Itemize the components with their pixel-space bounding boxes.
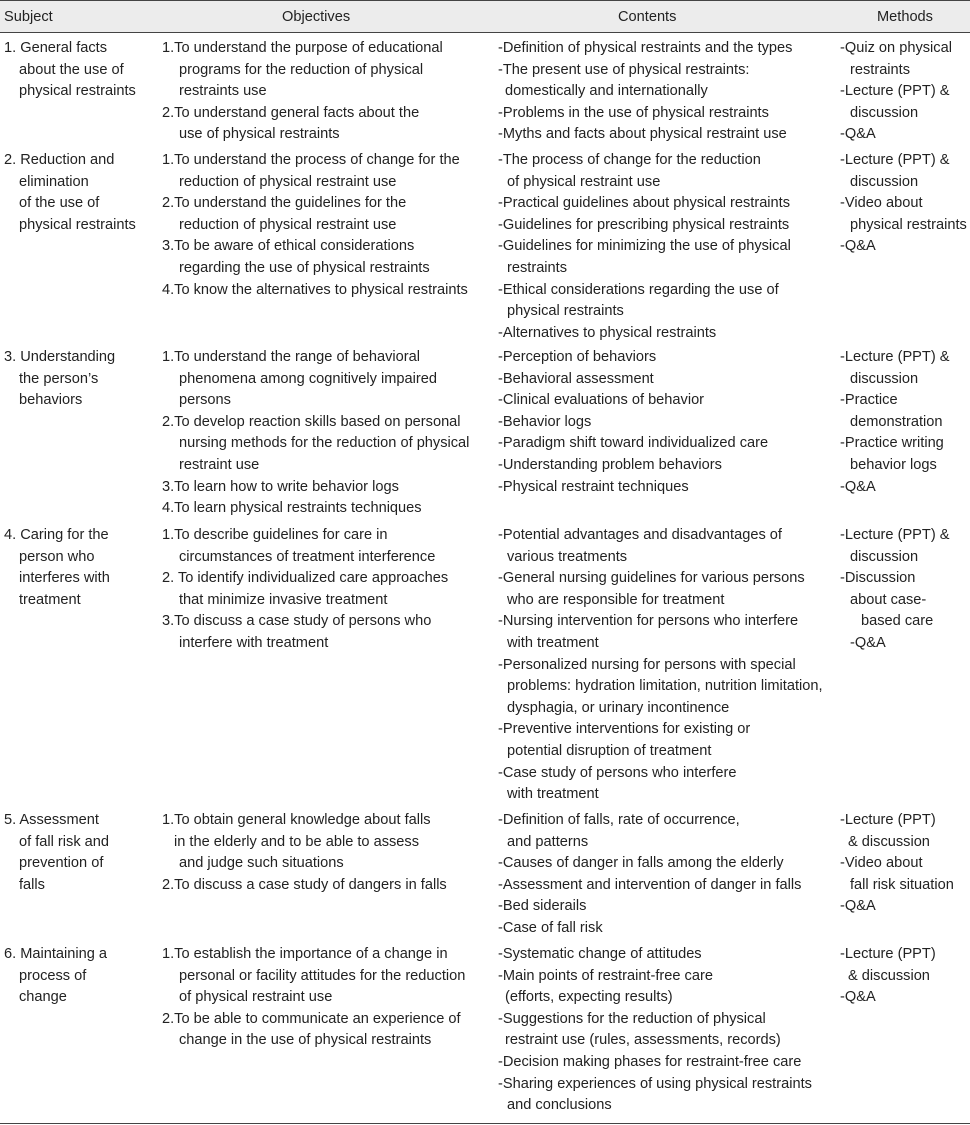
objectives-line: 3.To learn how to write behavior logs [162,478,399,495]
contents-line: -Nursing intervention for persons who interfere [498,613,799,630]
objectives-line: 2.To be able to communicate an experience of [162,1010,461,1027]
subject-cell [4,347,154,412]
subject-line: the person’s [19,370,99,387]
subject-line: 1. General facts [4,40,108,56]
contents-line: -Definition of falls, rate of occurrence, [498,812,740,828]
contents-cell [498,38,836,146]
objectives-cell [162,525,492,655]
contents-line: -Myths and facts about physical restraint use [498,126,787,143]
methods-line: -Lecture (PPT) & [840,527,950,543]
objectives-line: personal or facility attitudes for the reduction [179,967,466,984]
methods-line: -Practice [840,392,898,409]
methods-line: discussion [850,173,919,190]
contents-line: -Perception of behaviors [498,349,657,365]
objectives-line: use of physical restraints [179,126,340,143]
header-contents: Contents [618,9,677,25]
contents-line: -Guidelines for prescribing physical restraints [498,216,790,233]
contents-line: and patterns [507,833,589,850]
objectives-line: reduction of physical restraint use [179,216,397,233]
contents-line: -Assessment and intervention of danger in falls [498,876,802,893]
objectives-line: and judge such situations [179,855,344,872]
objectives-line: that minimize invasive treatment [179,591,388,608]
subject-line: process of [19,967,87,984]
objectives-line: 1.To understand the process of change for the [162,152,460,168]
methods-line: discussion [850,104,919,121]
objectives-cell [162,347,492,520]
subject-line: prevention of [19,855,104,872]
methods-line: -Q&A [840,989,876,1006]
contents-line: -Decision making phases for restraint-free care [498,1053,802,1070]
methods-cell [840,944,970,1009]
subject-line: 3. Understanding [4,349,116,365]
methods-line: behavior logs [850,456,937,473]
contents-line: -Causes of danger in falls among the elderly [498,855,784,872]
methods-line: -Q&A [850,634,886,651]
subject-line: of fall risk and [19,833,110,850]
subject-line: about the use of [19,61,124,78]
contents-line: -Practical guidelines about physical restraints [498,195,791,212]
methods-line: -Q&A [840,898,876,915]
objectives-line: 1.To understand the purpose of educational [162,40,443,56]
objectives-line: circumstances of treatment interference [179,548,436,565]
methods-line: restraints [850,61,911,78]
contents-line: -Physical restraint techniques [498,478,689,495]
contents-cell [498,810,836,940]
contents-line: with treatment [507,634,599,651]
objectives-line: phenomena among cognitively impaired [179,370,437,387]
subject-line: interferes with [19,570,110,587]
methods-line: -Video about [840,195,923,212]
contents-line: -Case study of persons who interfere [498,764,737,781]
objectives-line: 4.To know the alternatives to physical restraints [162,281,468,298]
methods-line: -Lecture (PPT) [840,812,936,828]
objectives-line: 2.To develop reaction skills based on personal [162,413,461,430]
subject-line: elimination [19,173,89,190]
contents-line: domestically and internationally [505,83,708,100]
contents-line: -Behavioral assessment [498,370,654,387]
contents-line: physical restraints [507,303,624,320]
objectives-line: in the elderly and to be able to assess [174,833,420,850]
methods-line: demonstration [850,413,943,430]
methods-line: -Q&A [840,126,876,143]
contents-line: -Paradigm shift toward individualized care [498,435,769,452]
subject-line: 4. Caring for the [4,527,109,543]
subject-cell [4,525,154,611]
contents-line: -The present use of physical restraints: [498,61,750,78]
contents-line: potential disruption of treatment [507,742,712,759]
contents-line: -Sharing experiences of using physical restraints [498,1075,812,1092]
contents-line: with treatment [507,786,599,803]
methods-line: based care [861,613,934,630]
methods-line: -Q&A [840,238,876,255]
methods-line: & discussion [848,967,930,984]
methods-line: -Quiz on physical [840,40,952,56]
contents-line: restraint use (rules, assessments, records) [505,1032,781,1049]
objectives-line: 1.To understand the range of behavioral [162,349,421,365]
contents-line: -Guidelines for minimizing the use of physical [498,238,791,255]
contents-line: -Case of fall risk [498,919,603,936]
methods-cell [840,525,970,655]
objectives-cell [162,150,492,301]
methods-line: -Lecture (PPT) & [840,152,950,168]
contents-line: and conclusions [507,1097,612,1114]
subject-line: falls [19,876,45,893]
objectives-line: 2.To discuss a case study of dangers in falls [162,876,447,893]
subject-line: treatment [19,591,81,608]
subject-cell [4,810,154,896]
methods-cell [840,150,970,258]
contents-line: -Preventive interventions for existing or [498,721,751,738]
methods-line: fall risk situation [850,876,954,893]
methods-line: physical restraints [850,216,967,233]
contents-line: -Behavior logs [498,413,592,430]
table-bottom-rule [0,1123,970,1124]
methods-line: discussion [850,548,919,565]
subject-line: change [19,989,67,1006]
methods-line: & discussion [848,833,930,850]
contents-line: -The process of change for the reduction [498,152,761,168]
objectives-line: persons [179,392,231,409]
objectives-line: interfere with treatment [179,634,329,651]
methods-line: -Discussion [840,570,916,587]
objectives-line: 1.To establish the importance of a change in [162,946,448,962]
subject-line: 5. Assessment [4,812,99,828]
contents-line: -Clinical evaluations of behavior [498,392,705,409]
objectives-line: 1.To describe guidelines for care in [162,527,388,543]
subject-line: physical restraints [19,83,136,100]
contents-line: -Alternatives to physical restraints [498,324,717,341]
subject-line: of the use of [19,195,100,212]
contents-line: -Potential advantages and disadvantages of [498,527,782,543]
subject-cell [4,150,154,236]
contents-line: dysphagia, or urinary incontinence [507,699,730,716]
methods-cell [840,810,970,918]
objectives-line: 1.To obtain general knowledge about falls [162,812,431,828]
methods-line: -Lecture (PPT) & [840,83,950,100]
contents-line: problems: hydration limitation, nutrition limitation, [507,678,823,695]
methods-line: about case- [850,591,927,608]
contents-line: -Bed siderails [498,898,587,915]
contents-line: -Suggestions for the reduction of physical [498,1010,766,1027]
contents-cell [498,944,836,1117]
objectives-line: nursing methods for the reduction of physical [179,435,470,452]
header-subject: Subject [4,9,53,25]
methods-line: -Video about [840,855,923,872]
methods-cell [840,38,970,146]
objectives-line: regarding the use of physical restraints [179,259,430,276]
objectives-line: restraint use [179,456,260,473]
contents-line: restraints [507,259,568,276]
objectives-line: 4.To learn physical restraints techniques [162,500,422,517]
subject-line: 2. Reduction and [4,152,115,168]
methods-line: -Lecture (PPT) & [840,349,950,365]
subject-line: person who [19,548,95,565]
methods-line: discussion [850,370,919,387]
contents-line: -Main points of restraint-free care [498,967,713,984]
contents-cell [498,347,836,498]
contents-line: -Ethical considerations regarding the use of [498,281,779,298]
contents-line: various treatments [507,548,628,565]
objectives-line: 3.To be aware of ethical considerations [162,238,415,255]
objectives-line: change in the use of physical restraints [179,1032,432,1049]
objectives-cell [162,944,492,1052]
contents-line: -Personalized nursing for persons with special [498,656,796,673]
contents-line: (efforts, expecting results) [505,989,673,1006]
header-methods: Methods [877,9,933,25]
subject-line: behaviors [19,392,83,409]
subject-line: physical restraints [19,216,136,233]
objectives-cell [162,38,492,146]
methods-line: -Lecture (PPT) [840,946,936,962]
objectives-line: 3.To discuss a case study of persons who [162,613,432,630]
contents-line: -Systematic change of attitudes [498,946,702,962]
subject-cell [4,944,154,1009]
objectives-cell [162,810,492,896]
objectives-line: 2.To understand the guidelines for the [162,195,407,212]
contents-line: -Definition of physical restraints and the types [498,40,793,56]
contents-line: -Understanding problem behaviors [498,456,722,473]
methods-line: -Practice writing [840,435,944,452]
table-header [0,0,970,33]
contents-cell [498,150,836,344]
methods-line: -Q&A [840,478,876,495]
header-objectives: Objectives [282,9,351,25]
objectives-line: 2. To identify individualized care approaches [162,570,449,587]
subject-cell [4,38,154,103]
objectives-line: of physical restraint use [179,989,333,1006]
objectives-line: 2.To understand general facts about the [162,104,420,121]
contents-line: -General nursing guidelines for various persons [498,570,805,587]
contents-line: who are responsible for treatment [507,591,725,608]
objectives-line: restraints use [179,83,267,100]
contents-line: -Problems in the use of physical restraints [498,104,769,121]
objectives-line: programs for the reduction of physical [179,61,424,78]
contents-line: of physical restraint use [507,173,661,190]
contents-cell [498,525,836,806]
objectives-line: reduction of physical restraint use [179,173,397,190]
methods-cell [840,347,970,498]
subject-line: 6. Maintaining a [4,946,108,962]
